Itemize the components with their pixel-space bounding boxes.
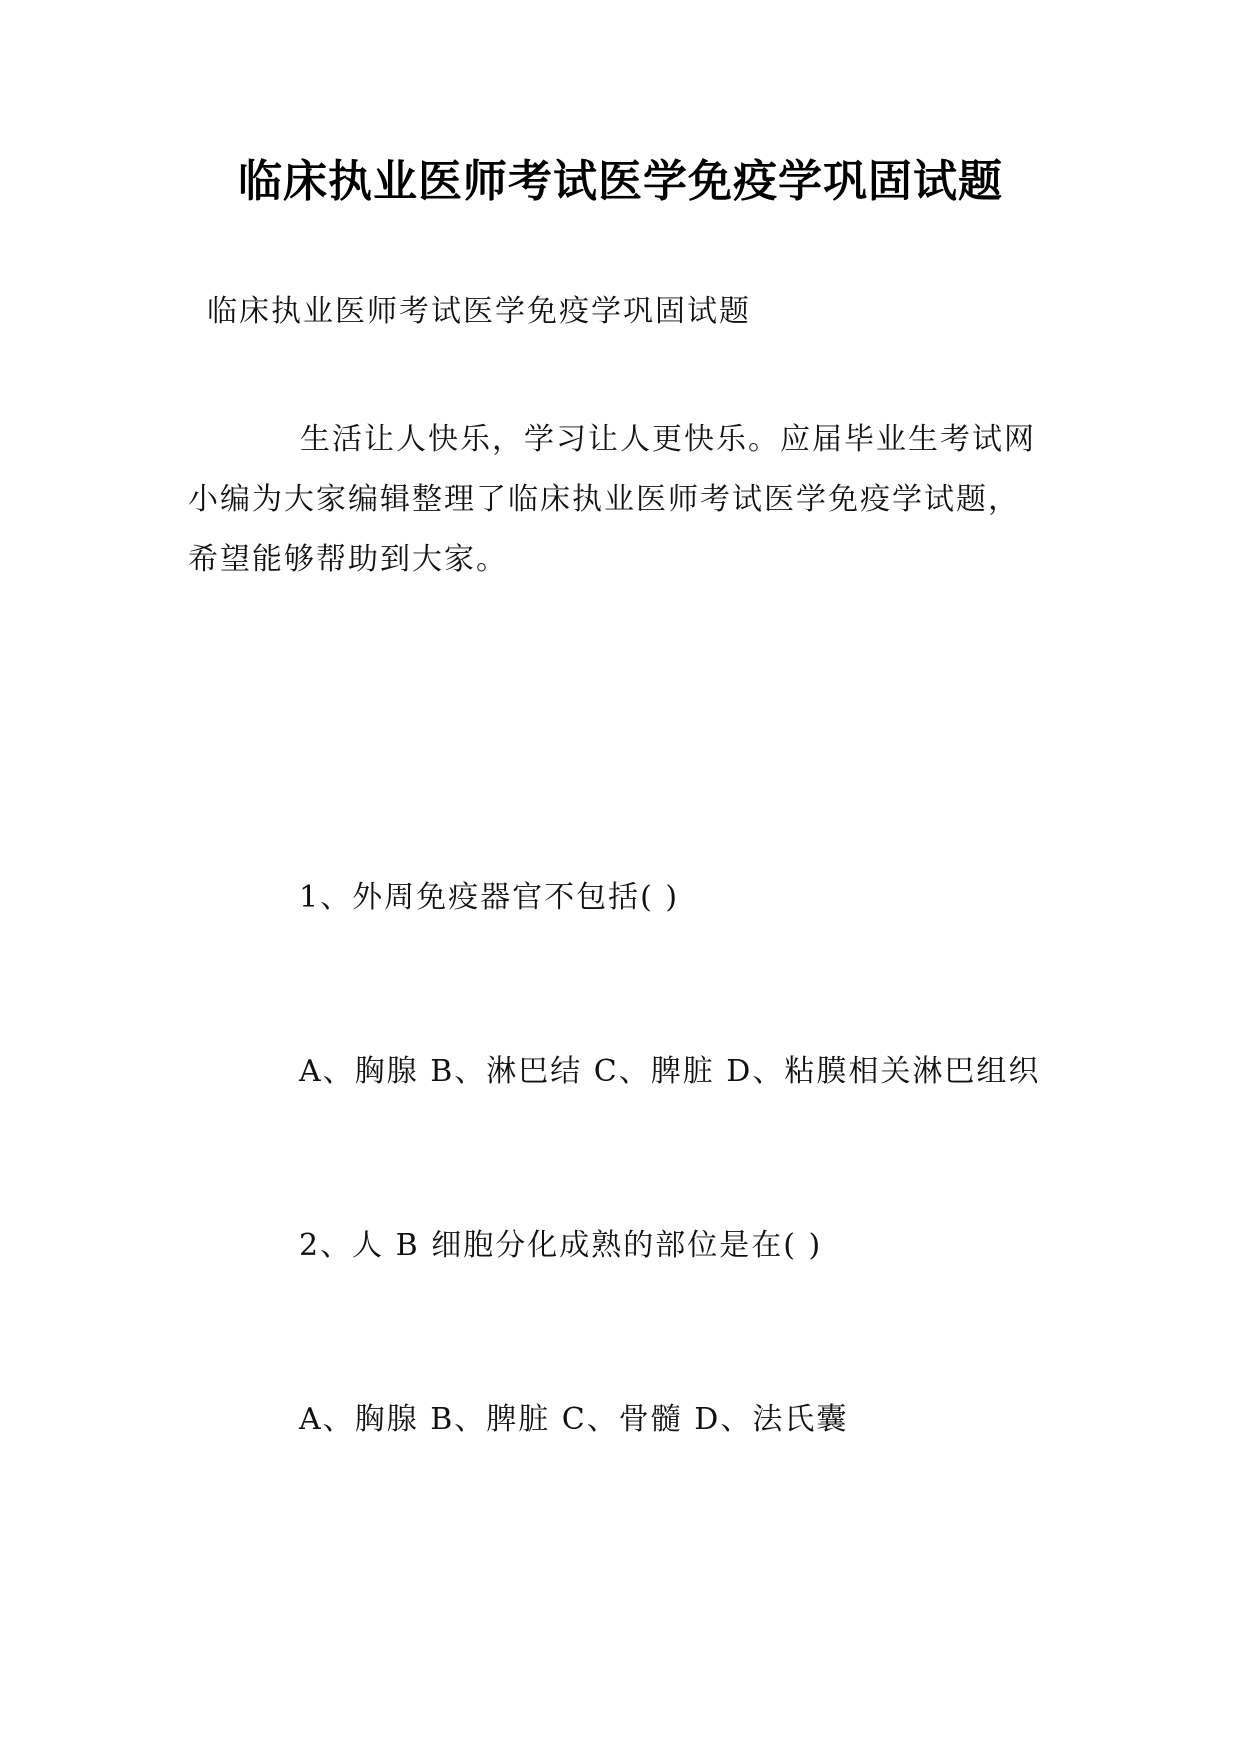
question-1-options: A、胸腺 B、淋巴结 C、脾脏 D、粘膜相关淋巴组织 [299, 1054, 1041, 1089]
document-title: 临床执业医师考试医学免疫学巩固试题 [238, 156, 1003, 207]
intro-line: 生活让人快乐，学习让人更快乐。应届毕业生考试网 [300, 422, 1036, 457]
question-2: 2、人 B 细胞分化成熟的部位是在( ) [299, 1228, 823, 1263]
question-2-options: A、胸腺 B、脾脏 C、骨髓 D、法氏囊 [299, 1402, 849, 1437]
intro-line: 小编为大家编辑整理了临床执业医师考试医学免疫学试题， [188, 482, 1020, 517]
intro-paragraph [188, 410, 1068, 590]
intro-line: 希望能够帮助到大家。 [188, 542, 508, 577]
question-1: 1、外周免疫器官不包括( ) [299, 880, 680, 915]
document-subtitle: 临床执业医师考试医学免疫学巩固试题 [207, 294, 751, 329]
